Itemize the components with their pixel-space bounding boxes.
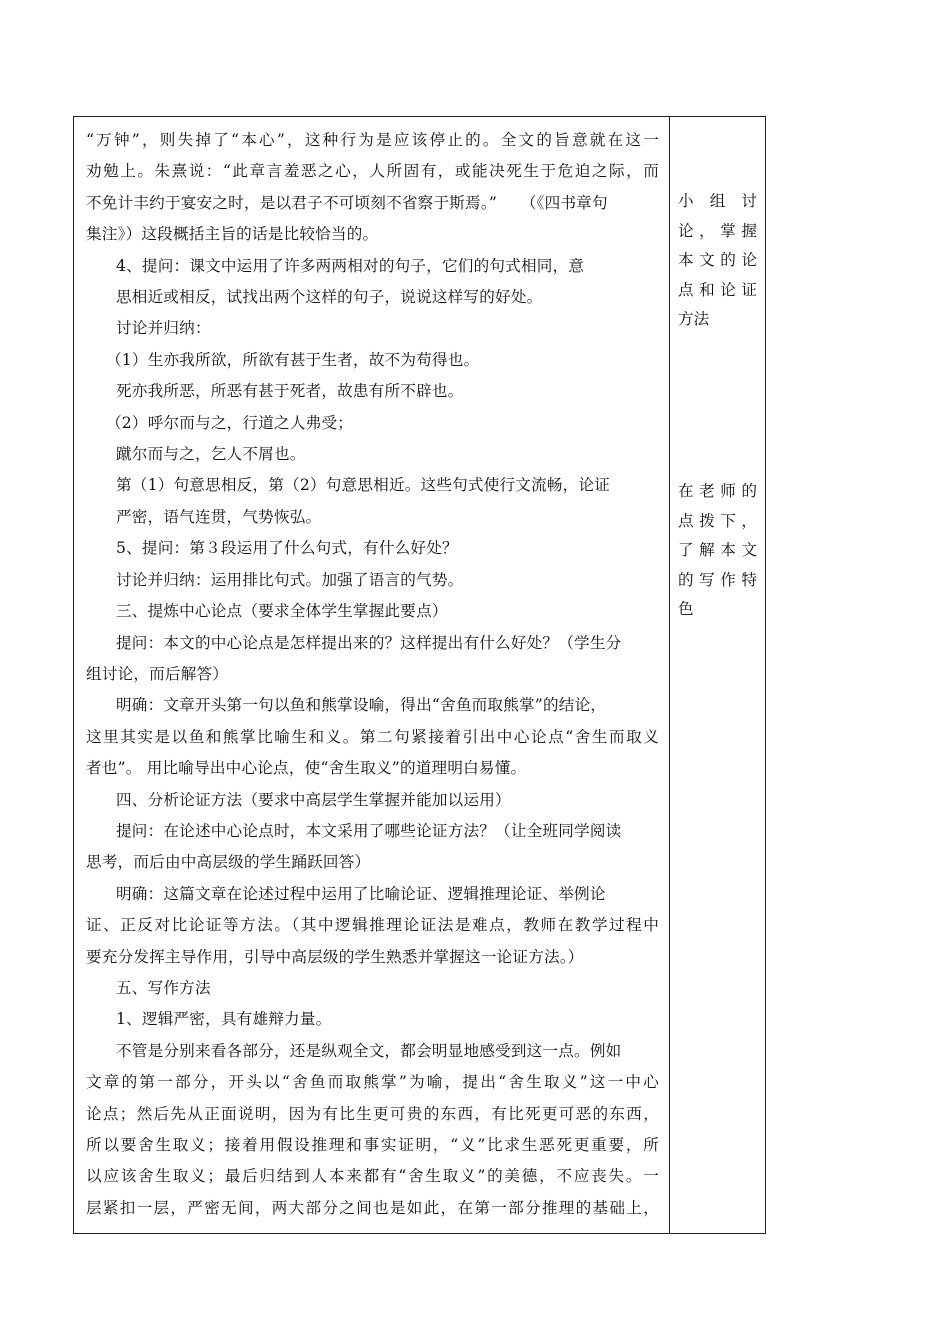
text-line: 以应该舍生取义；最后归结到人本来都有“舍生取义”的美德，不应丧失。一 — [86, 1167, 659, 1186]
side-note-line: 在老师的 — [678, 482, 757, 500]
text-line: 不免计丰约于宴安之时，是以君子不可顷刻不省察于斯焉。” （《四书章句 — [86, 193, 608, 212]
side-note-line: 本文的论 — [678, 251, 757, 269]
text-line: 层紧扣一层，严密无间，两大部分之间也是如此，在第一部分推理的基础上， — [86, 1198, 659, 1217]
text-line: 者也”。 用比喻导出中心论点，使“舍生取义”的道理明白易懂。 — [86, 759, 527, 778]
text-line: 组讨论，而后解答） — [86, 664, 229, 683]
side-notes-cell — [670, 117, 765, 1233]
text-line: 讨论并归纳： — [116, 319, 211, 338]
main-content-cell — [74, 117, 670, 1233]
text-line: 论点；然后先从正面说明，因为有比生更可贵的东西，有比死更可恶的东西， — [86, 1104, 659, 1123]
side-note-line: 小 组 讨 — [678, 192, 757, 210]
text-line: 死亦我所恶，所恶有甚于死者，故患有所不辟也。 — [116, 382, 464, 401]
side-note-line: 的写作特 — [678, 570, 757, 589]
text-line: 劝勉上。朱熹说：“此章言羞恶之心，人所固有，或能决死生于危迫之际，而 — [86, 162, 659, 181]
side-note-line: 点拨下， — [678, 511, 757, 530]
side-note-line: 色 — [678, 600, 694, 618]
text-line: 提问：在论述中心论点时，本文采用了哪些论证方法？（让全班同学阅读 — [116, 821, 622, 840]
text-line: “万钟”，则失掉了“本心”，这种行为是应该停止的。全文的旨意就在这一 — [86, 131, 659, 149]
example-sentence-1: （1）生亦我所欲，所欲有甚于生者，故不为苟得也。 — [106, 350, 480, 369]
text-line: 思考，而后由中高层级的学生踊跃回答） — [86, 853, 371, 872]
text-line: 这里其实是以鱼和熊掌比喻生和义。第二句紧接着引出中心论点“舍生而取义 — [86, 727, 659, 746]
lesson-table — [73, 116, 766, 1234]
side-note-discussion — [678, 187, 757, 335]
text-line: 要充分发挥主导作用，引导中高层级的学生熟悉并掌握这一论证方法。） — [86, 947, 584, 966]
text-line: 蹴尔而与之，乞人不屑也。 — [116, 445, 306, 464]
side-note-line: 方法 — [678, 310, 710, 328]
text-line: 明确：这篇文章在论述过程中运用了比喻论证、逻辑推理论证、举例论 — [116, 884, 606, 903]
text-line: 明确：文章开头第一句以鱼和熊掌设喻，得出“舍鱼而取熊掌”的结论， — [116, 696, 607, 715]
side-note-line: 了解本文 — [678, 541, 757, 559]
text-line: 讨论并归纳：运用排比句式。加强了语言的气势。 — [116, 570, 464, 589]
text-line: 思相近或相反，试找出两个这样的句子，说说这样写的好处。 — [116, 288, 543, 307]
text-line: 第（1）句意思相反，第（2）句意思相近。这些句式使行文流畅，论证 — [116, 476, 611, 495]
text-line: 证、正反对比论证等方法。（其中逻辑推理论证法是难点，教师在教学过程中 — [86, 916, 659, 935]
text-line: 1、逻辑严密，具有雄辩力量。 — [116, 1010, 332, 1029]
text-line: 集注》）这段概括主旨的话是比较恰当的。 — [86, 225, 379, 244]
section-heading-5: 五、写作方法 — [116, 978, 211, 997]
text-line: 提问：本文的中心论点是怎样提出来的？这样提出有什么好处？（学生分 — [116, 633, 622, 652]
side-note-line: 论，掌握 — [678, 221, 757, 240]
text-line: 不管是分别来看各部分，还是纵观全文，都会明显地感受到这一点。例如 — [116, 1041, 622, 1060]
section-heading-3: 三、提炼中心论点（要求全体学生掌握此要点） — [116, 602, 448, 621]
section-heading-4: 四、分析论证方法（要求中高层学生掌握并能加以运用） — [116, 790, 511, 809]
side-note-line: 点和论证 — [678, 280, 757, 299]
side-note-writing — [678, 477, 757, 625]
example-sentence-2: （2）呼尔而与之，行道之人弗受； — [106, 413, 354, 432]
text-line: 文章的第一部分，开头以“舍鱼而取熊掌”为喻，提出“舍生取义”这一中心 — [86, 1073, 659, 1092]
question-4: 4、提问：课文中运用了许多两两相对的句子，它们的句式相同，意 — [116, 256, 585, 275]
text-line: 严密，语气连贯，气势恢弘。 — [116, 507, 322, 526]
question-5: 5、提问：第３段运用了什么句式，有什么好处？ — [116, 539, 458, 558]
text-line: 所以要舍生取义；接着用假设推理和事实证明，“义”比求生恶死更重要，所 — [86, 1136, 659, 1154]
